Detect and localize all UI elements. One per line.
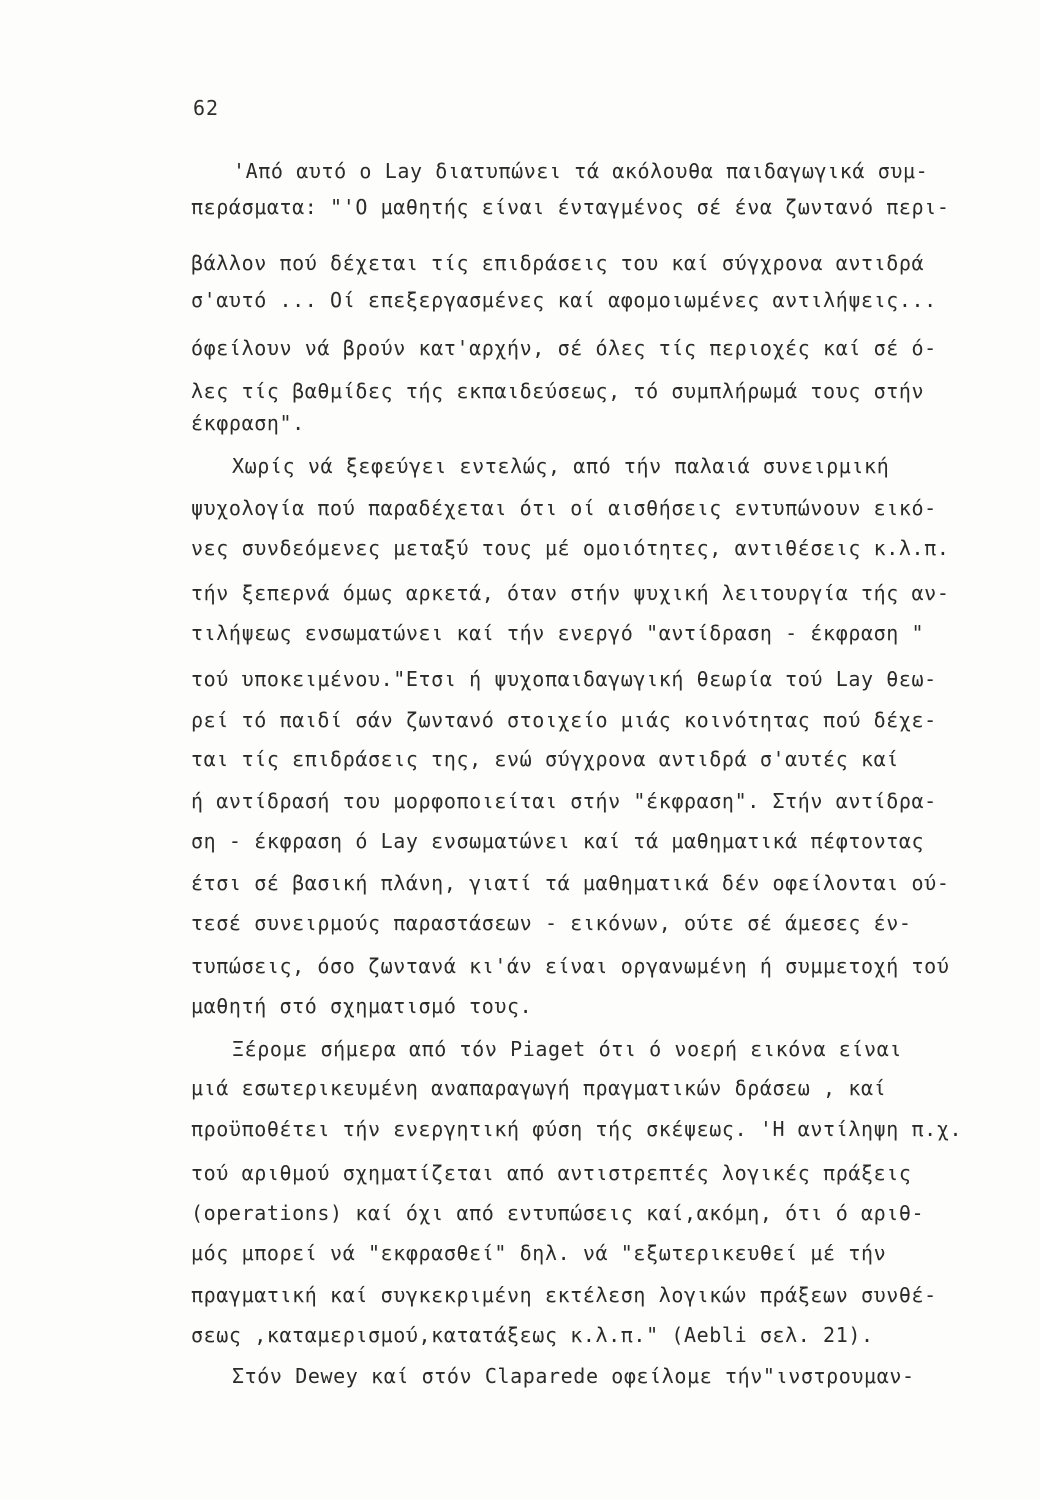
text-line: προϋποθέτει τήν ενεργητική φύση τής σκέψεως. 'Η αντίληψη π.χ. (191, 1117, 963, 1141)
text-line: (operations) καί όχι από εντυπώσεις καί,ακόμη, ότι ό αριθ- (191, 1201, 925, 1225)
text-line: Ξέρομε σήμερα από τόν Piaget ότι ό νοερή εικόνα είναι (232, 1037, 902, 1061)
text-line: νες συνδεόμενες μεταξύ τους μέ ομοιότητες, αντιθέσεις κ.λ.π. (191, 536, 950, 560)
text-line: τεσέ συνειρμούς παραστάσεων - εικόνων, ούτε σέ άμεσες έν- (191, 911, 912, 935)
text-line: ή αντίδρασή του μορφοποιείται στήν "έκφραση". Στήν αντίδρα- (191, 789, 937, 813)
text-line: μαθητή στό σχηματισμό τους. (191, 994, 533, 1018)
text-line: σ'αυτό ... Οί επεξεργασμένες καί αφομοιωμένες αντιλήψεις... (191, 288, 937, 312)
text-line: βάλλον πού δέχεται τίς επιδράσεις του καί σύγχρονα αντιδρά (191, 251, 925, 275)
text-line: τήν ξεπερνά όμως αρκετά, όταν στήν ψυχική λειτουργία τής αν- (191, 581, 950, 605)
text-line: 'Από αυτό ο Lay διατυπώνει τά ακόλουθα παιδαγωγικά συμ- (233, 159, 929, 183)
text-line: ση - έκφραση ό Lay ενσωματώνει καί τά μαθηματικά πέφτοντας (191, 829, 925, 853)
text-line: Στόν Dewey καί στόν Claparede οφείλομε τήν"ινστρουμαν- (232, 1364, 915, 1388)
text-line: Χωρίς νά ξεφεύγει εντελώς, από τήν παλαιά συνειρμική (232, 454, 890, 478)
text-line: τυπώσεις, όσο ζωντανά κι'άν είναι οργανωμένη ή συμμετοχή τού (191, 954, 950, 978)
page-number: 62 (193, 96, 220, 120)
text-line: έκφραση". (191, 411, 305, 435)
text-line: λες τίς βαθμίδες τής εκπαιδεύσεως, τό συμπλήρωμά τους στήν (191, 379, 925, 403)
text-line: πραγματική καί συγκεκριμένη εκτέλεση λογικών πράξεων συνθέ- (191, 1283, 937, 1307)
text-line: ρεί τό παιδί σάν ζωντανό στοιχείο μιάς κοινότητας πού δέχε- (191, 708, 937, 732)
text-line: τιλήψεως ενσωματώνει καί τήν ενεργό "αντίδραση - έκφραση " (191, 621, 925, 645)
text-line: μός μπορεί νά "εκφρασθεί" δηλ. νά "εξωτερικευθεί μέ τήν (191, 1241, 887, 1265)
text-line: περάσματα: "'Ο μαθητής είναι ένταγμένος σέ ένα ζωντανό περι- (191, 195, 950, 219)
text-line: τού αριθμού σχηματίζεται από αντιστρεπτές λογικές πράξεις (191, 1161, 912, 1185)
text-line: όφείλουν νά βρούν κατ'αρχήν, σέ όλες τίς περιοχές καί σέ ό- (191, 336, 937, 360)
text-line: ται τίς επιδράσεις της, ενώ σύγχρονα αντιδρά σ'αυτές καί (191, 747, 899, 771)
text-line: τού υποκειμένου."Ετσι ή ψυχοπαιδαγωγική θεωρία τού Lay θεω- (191, 667, 937, 691)
text-line: έτσι σέ βασική πλάνη, γιατί τά μαθηματικά δέν οφείλονται ού- (191, 871, 950, 895)
text-line: μιά εσωτερικευμένη αναπαραγωγή πραγματικών δράσεω , καί (191, 1076, 887, 1100)
text-line: ψυχολογία πού παραδέχεται ότι οί αισθήσεις εντυπώνουν εικό- (191, 496, 937, 520)
text-line: σεως ,καταμερισμού,κατατάξεως κ.λ.π." (Aebli σελ. 21). (191, 1323, 874, 1347)
